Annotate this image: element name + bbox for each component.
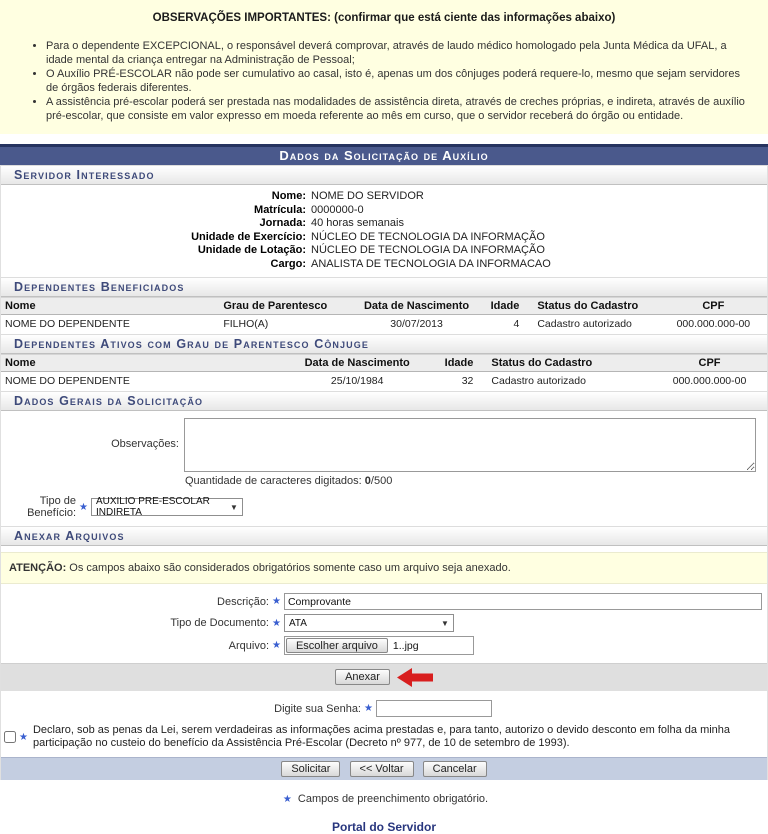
form-actions-bar xyxy=(1,757,767,780)
red-arrow-icon xyxy=(397,668,433,687)
tipo-documento-select[interactable]: ATA ▼ xyxy=(284,614,454,632)
cell-cpf: 000.000.000-00 xyxy=(676,318,751,330)
cell-idade: 32 xyxy=(461,375,474,387)
declaration-text: Declaro, sob as penas da Lei, serem verdadeiras as informações acima prestadas e, para tanto, autorizo o devido desconto em folha da minha participação no custeio do benefício da Assistência Pré-Escolar (Decreto nº 977, de 10 de setembro de 1993). xyxy=(32,724,731,749)
section-dependentes-conjuge: Dependentes Ativos com Grau de Parentesco Cônjuge xyxy=(1,334,767,354)
observation-item: • Para o dependente EXCEPCIONAL, o responsável deverá comprovar, através de laudo médico homologado pela Junta Médica da UFAL, a idade mental da criança entregar na Administração de Pessoal; xyxy=(46,40,750,67)
form-panel xyxy=(0,165,768,780)
observation-item: • O Auxílio PRÉ-ESCOLAR não pode ser cumulativo ao casal, isto é, apenas um dos cônjuges poderá requere-lo, mesmo que sejam servidores de órgãos federais diferentes. xyxy=(46,68,750,95)
column-header: Grau de Parentesco xyxy=(219,298,357,315)
observation-item: • A assistência pré-escolar poderá ser prestada nas modalidades de assistência direta, através de creches próprias, e indireta, através de auxílio pré-escolar, que consiste em valor expresso em moeda referente ao mês em curso, que o servidor receberá do órgão ou entidade. xyxy=(46,96,750,123)
dependentes-beneficiados-table xyxy=(1,297,767,334)
section-servidor-interessado: Servidor Interessado xyxy=(1,165,767,185)
cell-status: Cadastro autorizado xyxy=(491,375,586,387)
solicitar-button[interactable]: Solicitar xyxy=(281,761,340,777)
field-label: Nome: xyxy=(271,190,306,202)
field-value: 40 horas semanais xyxy=(311,217,404,229)
column-header: Data de Nascimento xyxy=(357,298,476,315)
cell-cpf: 000.000.000-00 xyxy=(672,375,747,387)
field-value: 0000000-0 xyxy=(311,203,364,216)
column-header: Data de Nascimento xyxy=(288,355,426,372)
column-header: Nome xyxy=(1,355,288,372)
cell-nascimento: 25/10/1984 xyxy=(330,375,384,387)
table-row xyxy=(1,315,767,335)
field-value: ANALISTA DE TECNOLOGIA DA INFORMACAO xyxy=(311,257,551,270)
declaration-checkbox[interactable] xyxy=(4,731,16,743)
chevron-down-icon: ▼ xyxy=(441,618,449,628)
file-input[interactable] xyxy=(284,636,474,655)
cancelar-button[interactable]: Cancelar xyxy=(423,761,487,777)
observacoes-textarea[interactable] xyxy=(184,418,756,472)
descricao-input[interactable] xyxy=(284,593,762,610)
section-anexar-arquivos: Anexar Arquivos xyxy=(1,526,767,546)
tipo-beneficio-select[interactable]: AUXILIO PRE-ESCOLAR INDIRETA ▼ xyxy=(91,498,243,516)
cell-nome: NOME DO DEPENDENTE xyxy=(5,375,130,387)
column-header: Idade xyxy=(426,355,487,372)
form-title-bar: Dados da Solicitação de Auxílio xyxy=(0,144,768,165)
cell-nome: NOME DO DEPENDENTE xyxy=(5,318,130,330)
column-header: CPF xyxy=(660,298,767,315)
observations-title: OBSERVAÇÕES IMPORTANTES: (confirmar que está ciente das informações abaixo) xyxy=(152,12,616,24)
field-label: Matrícula: xyxy=(254,203,306,216)
required-star-icon xyxy=(364,703,373,714)
arquivo-label: Arquivo: xyxy=(228,639,269,652)
servidor-fields xyxy=(1,185,767,277)
field-label: Cargo: xyxy=(270,257,306,270)
dependentes-conjuge-table xyxy=(1,354,767,391)
field-label: Jornada: xyxy=(259,217,306,229)
cell-parentesco: FILHO(A) xyxy=(223,318,269,330)
tipo-documento-label: Tipo de Documento: xyxy=(170,617,269,629)
field-value: NÚCLEO DE TECNOLOGIA DA INFORMAÇÃO xyxy=(311,230,545,243)
observations-list xyxy=(46,40,750,123)
tipo-beneficio-label: Tipo de Benefício: xyxy=(27,495,76,519)
required-star-icon xyxy=(79,502,88,513)
cell-idade: 4 xyxy=(513,318,520,330)
descricao-label: Descrição: xyxy=(217,595,269,608)
required-star-icon xyxy=(283,794,292,805)
observations-box xyxy=(0,0,768,134)
column-header: Nome xyxy=(1,298,219,315)
required-star-icon xyxy=(272,618,281,629)
column-header: Status do Cadastro xyxy=(533,298,659,315)
required-star-icon xyxy=(272,596,281,607)
file-choose-button[interactable]: Escolher arquivo xyxy=(286,638,388,653)
anexar-button[interactable]: Anexar xyxy=(335,669,390,685)
required-star-icon xyxy=(19,732,28,743)
voltar-button[interactable]: << Voltar xyxy=(350,761,414,777)
senha-label: Digite sua Senha: xyxy=(274,702,361,715)
required-star-icon xyxy=(272,640,281,651)
cell-status: Cadastro autorizado xyxy=(537,318,632,330)
section-dados-gerais: Dados Gerais da Solicitação xyxy=(1,391,767,411)
portal-do-servidor-link[interactable]: Portal do Servidor xyxy=(331,820,437,834)
column-header: Status do Cadastro xyxy=(487,355,652,372)
senha-input[interactable] xyxy=(376,700,492,717)
field-value: NOME DO SERVIDOR xyxy=(311,190,424,202)
column-header: CPF xyxy=(652,355,767,372)
file-name: 1..jpg xyxy=(392,639,419,652)
section-dependentes-beneficiados: Dependentes Beneficiados xyxy=(1,277,767,297)
observacoes-label: Observações: xyxy=(111,438,179,450)
column-header: Idade xyxy=(476,298,533,315)
field-value: NÚCLEO DE TECNOLOGIA DA INFORMAÇÃO xyxy=(311,244,545,256)
anexar-bar xyxy=(1,663,767,691)
char-count: Quantidade de caracteres digitados: 0/500 xyxy=(185,475,393,487)
cell-nascimento: 30/07/2013 xyxy=(390,318,443,330)
field-label: Unidade de Lotação: xyxy=(197,244,306,256)
table-row xyxy=(1,372,767,392)
attention-note: ATENÇÃO: Os campos abaixo são considerados obrigatórios somente caso um arquivo seja anexado. xyxy=(1,552,767,584)
field-label: Unidade de Exercício: xyxy=(191,230,306,243)
chevron-down-icon: ▼ xyxy=(230,502,238,512)
char-count-value: 0 xyxy=(364,475,371,487)
table-header-row xyxy=(1,355,767,372)
required-fields-note: ★ Campos de preenchimento obrigatório. xyxy=(0,793,768,805)
table-header-row xyxy=(1,298,767,315)
